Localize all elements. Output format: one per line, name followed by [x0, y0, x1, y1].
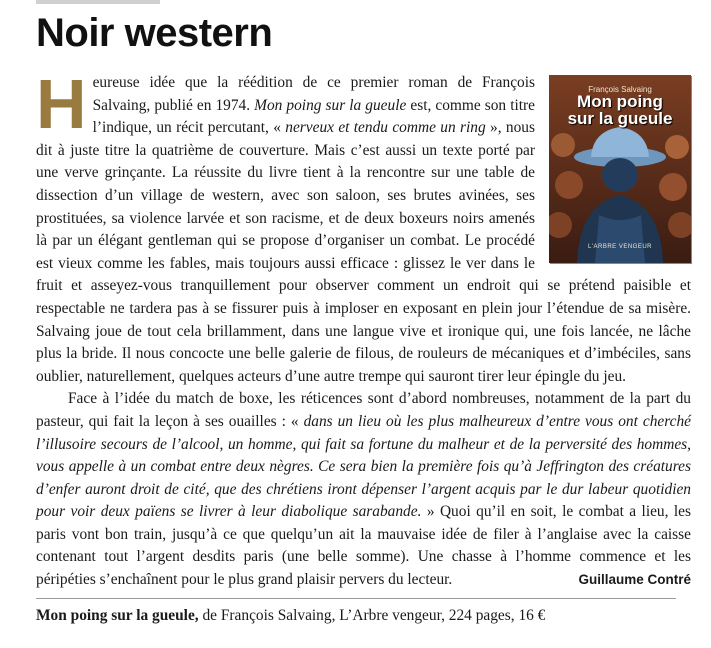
author-byline: Guillaume Contré [578, 572, 691, 588]
drop-cap: H [36, 65, 87, 143]
cover-publisher: L'ARBRE VENGEUR [588, 244, 652, 251]
p2-italic-quote: dans un lieu où les plus malheureux d’entre vous ont cherché l’illusoire secours de l’alcool, un homme, qui fait sa fortune du malheur et de la perversité des hommes, vous appelle à un combat entre deux nègres. Ce sera bien la première fois qu’à Jeffrington des créatures d’enfer auront droit de cité, que des chrétiens iront dépenser l’argent acquis par le dur labeur quotidien pour voir deux païens se livrer à leur diabolique sarabande. [36, 412, 691, 521]
cover-author: François Salvaing [588, 85, 652, 94]
p1-italic-title: Mon poing sur la gueule [254, 96, 407, 114]
cover-title-line-2: sur la gueule [567, 109, 673, 128]
p1-italic-quote: nerveux et tendu comme un ring [285, 119, 486, 137]
p1-text-1: eureuse idée que la réédition de ce premier roman de François Salvaing, publié en 1974. [92, 74, 535, 114]
headline: Noir western [36, 11, 273, 55]
p1-text-3: », nous dit à juste titre la quatrième de couverture. Mais c’est aussi un texte porté par une verve grinçante. La réussite du livre tient à la rencontre sur une table de dissection d’un village de western, avec son saloon, ses brutes avinées, ses prostituées, sa violence larvée et son racisme, et de deux boxeurs noirs amenés là par un élégant gentleman qui se propose d’organiser un combat. Le procédé est vieux comme les fables, mais toujours aussi efficace : glissez le ver dans le fruit et asseyez-vous tranquillement pour observer comment un endroit qui se prétend paisible et respectable ne tardera pas à se fissurer puis à imploser en exposant en plein jour l’étendue de sa misère. Salvaing joue de tout cela brillamment, dans une langue vive et ironique qui, une fois lancée, ne lâche plus la bride. Il nous concocte une belle galerie de filous, de rouleurs de mécaniques et d’imbéciles, sans oublier, naturellement, quelques acteurs d’une autre trempe qui sauront tirer leur épingle du jeu. [36, 119, 691, 385]
footer-rule [36, 598, 676, 599]
p2-text-2: » Quoi qu’il en soit, le combat a lieu, les paris vont bon train, jusqu’à ce que quelqu’un ait la mauvaise idée de filer à l’anglaise avec la caisse contenant tout l’argent desdits paris (une belle somme). Une chasse à l’homme commence et les péripéties s’enchaînent pour le plus grand plaisir pervers du lecteur. [36, 503, 691, 589]
p1-text-2: est, comme son titre l’indique, un récit percutant, « [92, 96, 535, 137]
paragraph-2 [36, 388, 691, 591]
cover-title [553, 93, 687, 127]
credits-details: de François Salvaing, L’Arbre vengeur, 224 pages, 16 € [198, 607, 546, 624]
book-credits [36, 606, 545, 626]
article-body [36, 65, 691, 592]
cover-title-line-1: Mon poing [577, 92, 663, 111]
p2-text-1: Face à l’idée du match de boxe, les réticences sont d’abord nombreuses, notamment de la part du pasteur, qui fait la leçon à ses ouailles : « [36, 390, 691, 430]
book-cover [549, 75, 691, 263]
top-rule [36, 0, 160, 4]
credits-book-title: Mon poing sur la gueule, [36, 607, 199, 624]
